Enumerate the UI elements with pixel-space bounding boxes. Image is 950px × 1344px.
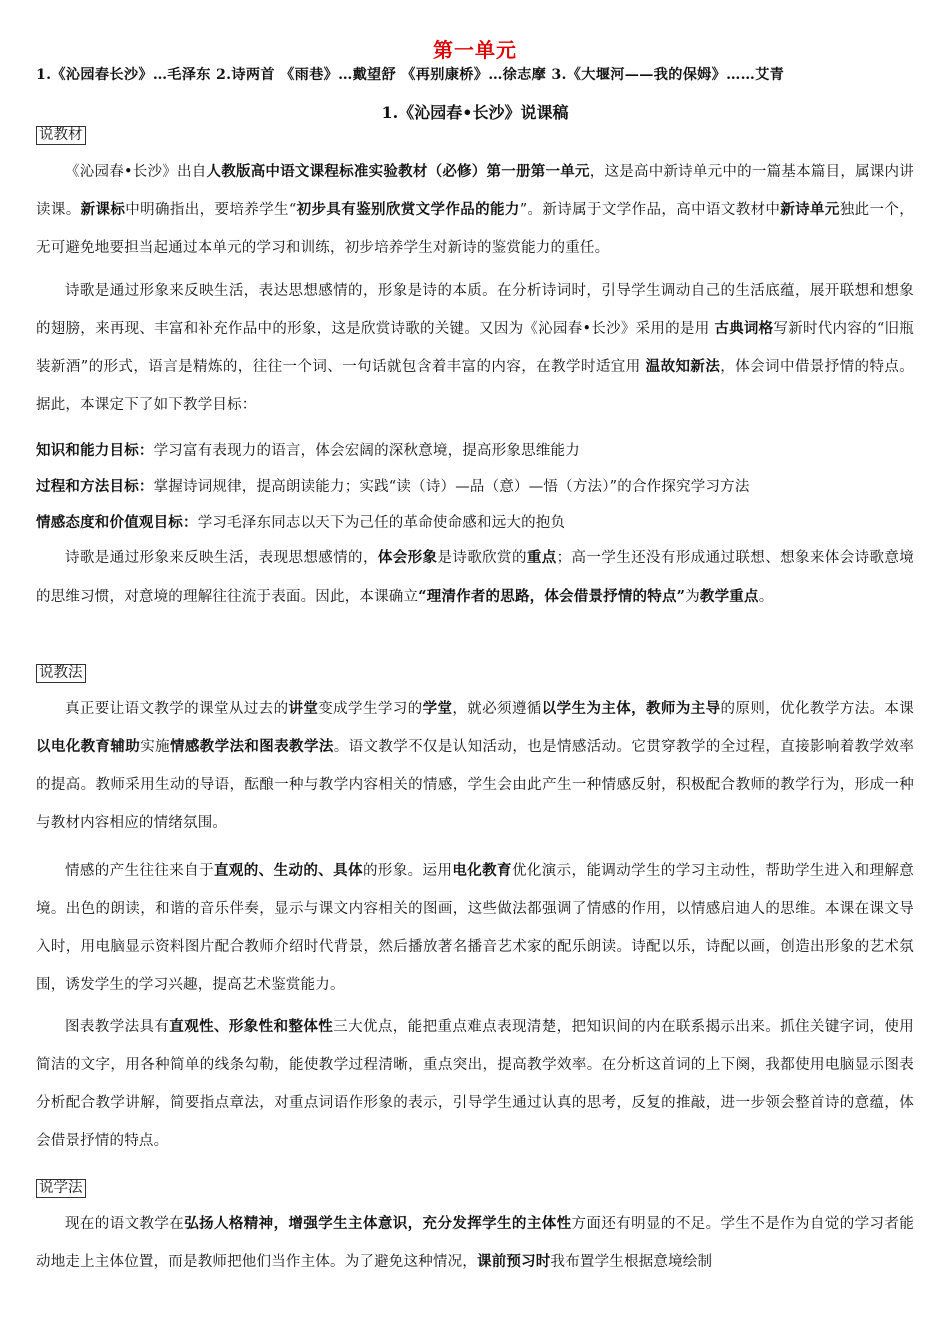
paragraph-electronic-education [36,852,914,1004]
section-heading-teaching-material: 说教材 [36,126,86,145]
bold-span: 以学生为主体，教师为主导 [541,700,721,717]
goal-label: 知识和能力目标： [36,442,154,459]
text-span: ；高一学生还没有形成通过联想、想象来体会诗歌意境的思维习惯，对意境的理解往往流于表面。因此，本课确立 [36,550,914,605]
bold-span: 直观性、形象性和整体性 [169,1018,334,1035]
text-span: 图表教学法具有 [65,1019,170,1035]
text-span: 是诗歌欣赏的 [437,550,527,566]
text-span: 实施 [140,739,170,755]
text-span: 写新时代内容的“旧瓶装新酒”的形式，语言是精炼的，往往一个词、一句话就包含着丰富的内容，在教学时适宜用 [36,321,914,375]
bold-span: 初步具有鉴别欣赏文学作品的能力 [296,201,520,218]
bold-span: “理清作者的思路，体会借景抒情的特点” [418,587,686,605]
bold-span: 新诗单元 [780,201,840,218]
paragraph-teaching-focus [36,539,914,616]
bold-span: 体会形象 [377,549,438,566]
table-of-contents: 1.《沁园春长沙》…毛泽东 2.诗两首 《雨巷》…戴望舒 《再别康桥》…徐志摩 3.《大堰河——我的保姆》……艾青 [36,67,785,83]
bold-span: 以电化教育辅助 [36,738,141,755]
text-span: 真正要让语文教学的课堂从过去的 [65,701,289,717]
text-span: ”。新诗属于文学作品，高中语文教材中 [519,202,781,218]
goal-label: 情感态度和价值观目标： [36,514,198,531]
paragraph-poetry-image [36,272,914,424]
bold-span: 讲堂 [288,700,319,717]
text-span: ，这是高中新诗单元中的一篇基本篇目，属课内讲读课。 [36,164,914,218]
bold-span: 情感教学法和图表教学法 [169,738,334,755]
text-span: 《沁园春•长沙》出自 [65,164,207,180]
text-span: 的形象。运用 [362,863,453,879]
bold-span: 人教版高中语文课程标准实验教材（必修）第一册第一单元 [206,163,590,180]
text-span: ，就必须遵循 [452,701,542,717]
goal-knowledge [36,433,914,469]
goal-label: 过程和方法目标： [36,478,154,495]
text-span: 方面还有明显的不足。学生不是作为自觉的学习者能动地走上主体位置，而是教师把他们当作主体。为了避免这种情况， [36,1216,914,1270]
text-span: 三大优点，能把重点难点表现清楚，把知识间的内在联系揭示出来。抓住关键字词，使用简洁的文字，用各种简单的线条勾勒，能使教学过程清晰，重点突出，提高教学效率。在分析这首词的上下阕，我都使用电脑显示图表分析配合教学讲解，简要指点章法，对重点词语作形象的表示，引导学生通过认真的思考，反复的推敲，进一步领会整首诗的意蕴，体会借景抒情的特点。 [36,1019,915,1149]
text-span: 诗歌是通过形象来反映生活，表达思想感情的，形象是诗的本质。在分析诗词时，引导学生调动自己的生活底蕴，展开联想和想象的翅膀，来再现、丰富和补充作品中的形象，这是欣赏诗歌的关键。又因为《沁园春•长沙》采用的是用 [36,283,914,337]
unit-title: 第一单元 [433,38,517,62]
section-heading-learning-method: 说学法 [36,1179,86,1198]
goal-text: 掌握诗词规律，提高朗读能力；实践“读（诗）—品（意）—悟（方法）”的合作探究学习方法 [153,479,750,495]
bold-span: 新课标 [80,201,126,218]
bold-span: 电化教育 [452,862,512,879]
text-span: 我布置学生根据意境绘制 [550,1254,713,1270]
goal-emotion [36,505,914,541]
bold-span: 课前预习时 [477,1253,551,1270]
bold-span: 古典词格 [714,320,774,337]
bold-span: 学堂 [422,700,453,717]
text-span: 。 [758,588,774,605]
text-span: ，体会词中借景抒情的特点。据此，本课定下了如下教学目标： [36,359,915,413]
text-span: 独此一个，无可避免地要担当起通过本单元的学习和训练，初步培养学生对新诗的鉴赏能力的重任。 [36,202,914,256]
document-title: 1.《沁园春•长沙》说课稿 [381,103,569,122]
text-span: 的原则，优化教学方法。本课 [720,701,915,717]
goal-text: 学习富有表现力的语言，体会宏阔的深秋意境，提高形象思维能力 [153,443,580,459]
goal-process [36,469,914,505]
text-span: 诗歌是通过形象来反映生活，表现思想感情的， [65,550,378,566]
paragraph-learning-method [36,1205,914,1281]
text-span: 变成学生学习的 [318,701,423,717]
paragraph-chart-method [36,1008,914,1160]
text-span: 现在的语文教学在 [65,1216,185,1232]
bold-span: 弘扬人格精神，增强学生主体意识，充分发挥学生的主体性 [184,1215,572,1232]
bold-span: 温故知新法 [645,358,721,375]
paragraph-textbook [36,153,914,267]
bold-span: 重点 [526,549,557,566]
text-span: 优化演示，能调动学生的学习主动性，帮助学生进入和理解意境。出色的朗读，和谐的音乐伴奏，显示与课文内容相关的图画，这些做法都强调了情感的作用，以情感启迪人的思维。本课在课文导入时，用电脑显示资料图片配合教师介绍时代背景，然后播放著名播音艺术家的配乐朗读。诗配以乐，诗配以画，创造出形象的艺术氛围，诱发学生的学习兴趣，提高艺术鉴赏能力。 [36,863,914,993]
text-span: 。语文教学不仅是认知活动，也是情感活动。它贯穿教学的全过程，直接影响着教学效率的提高。教师采用生动的导语，酝酿一种与教学内容相关的情感，学生会由此产生一种情感反射，积极配合教师的教学行为，形成一种与教材内容相应的情绪氛围。 [36,739,915,831]
bold-span: 教学重点 [699,587,759,605]
section-heading-teaching-method: 说教法 [36,664,86,683]
text-span: 情感的产生往往来自于 [65,863,214,879]
bold-span: 直观的、生动的、具体 [213,862,363,879]
goal-text: 学习毛泽东同志以天下为己任的革命使命感和远大的抱负 [197,515,566,531]
text-span: 为 [685,588,700,605]
paragraph-method-principle [36,690,914,842]
text-span: 中明确指出，要培养学生“ [125,202,297,218]
